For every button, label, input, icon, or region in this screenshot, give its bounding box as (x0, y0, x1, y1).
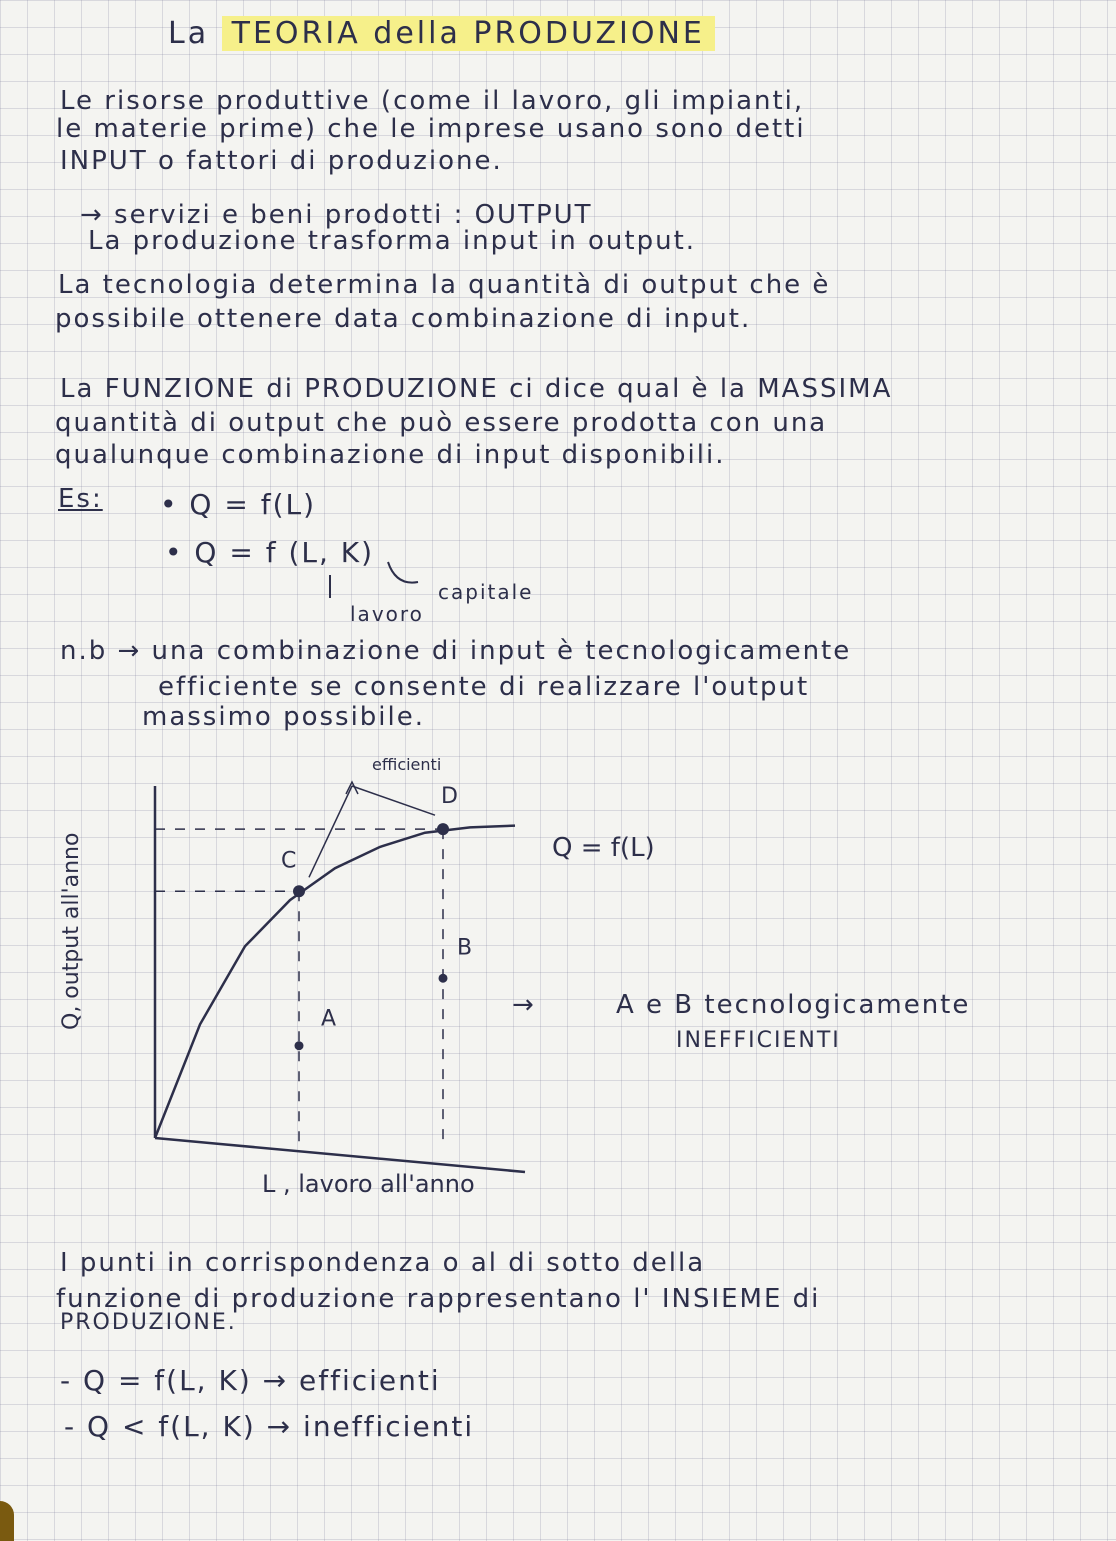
inefficient-line-2: INEFFICIENTI (676, 1028, 841, 1053)
nb-line-3: massimo possibile. (142, 702, 426, 732)
production-curve (155, 826, 515, 1138)
efficient-label: efficienti (372, 755, 442, 774)
example-formula-2: • Q = f (L, K) (165, 536, 375, 569)
inefficient-line-1: A e B tecnologicamente (616, 990, 971, 1020)
title-highlight: TEORIA della PRODUZIONE (222, 16, 715, 51)
prodfunc-line-3: qualunque combinazione di input disponibili. (55, 440, 726, 470)
chart-guides (155, 829, 443, 1144)
title-prefix: La (168, 16, 222, 51)
curve-label: Q = f(L) (552, 833, 655, 863)
point-label-d: D (441, 784, 458, 810)
point-label-c: C (281, 848, 297, 874)
conclusion-line-2: funzione di produzione rappresentano l' INSIEME di (56, 1284, 821, 1314)
intro-line-1: Le risorse produttive (come il lavoro, gli impianti, (60, 86, 805, 116)
point-b (439, 974, 448, 983)
output-line-2: La produzione trasforma input in output. (88, 226, 697, 256)
capital-arrow (388, 562, 418, 583)
intro-line-2: le materie prime) che le imprese usano sono detti (56, 114, 806, 144)
technology-line-1: La tecnologia determina la quantità di output che è (58, 270, 831, 300)
efficient-line-d (352, 786, 435, 815)
nb-line-2: efficiente se consente di realizzare l'output (158, 672, 810, 702)
x-axis (155, 1138, 525, 1172)
intro-line-3: INPUT o fattori di produzione. (60, 146, 503, 176)
prodfunc-line-2: quantità di output che può essere prodotta con una (55, 408, 828, 438)
technology-line-2: possibile ottenere data combinazione di input. (55, 304, 752, 334)
conclusion-line-3: PRODUZIONE. (60, 1310, 237, 1335)
point-a (295, 1041, 304, 1050)
example-capital: capitale (438, 580, 534, 604)
point-label-a: A (321, 1006, 337, 1032)
point-label-b: B (457, 935, 473, 961)
example-labor: lavoro (350, 602, 424, 626)
rule-inefficient: - Q < f(L, K) → inefficienti (64, 1410, 475, 1443)
rule-efficient: - Q = f(L, K) → efficienti (60, 1364, 441, 1397)
example-formula-1: • Q = f(L) (160, 488, 317, 521)
point-c (293, 885, 305, 897)
conclusion-line-1: I punti in corrispondenza o al di sotto della (60, 1248, 706, 1278)
prodfunc-line-1: La FUNZIONE di PRODUZIONE ci dice qual è la MASSIMA (60, 374, 893, 404)
y-axis-label: Q, output all'anno (59, 832, 84, 1030)
nb-line-1: n.b → una combinazione di input è tecnologicamente (60, 636, 852, 666)
point-d (437, 823, 449, 835)
x-axis-label: L , lavoro all'anno (262, 1170, 475, 1198)
page-corner (0, 1501, 14, 1541)
chart-axes (155, 786, 525, 1172)
example-label: Es: (58, 484, 103, 514)
output-line-1: → servizi e beni prodotti : OUTPUT (80, 200, 593, 230)
inefficient-arrow: → (512, 990, 536, 1020)
